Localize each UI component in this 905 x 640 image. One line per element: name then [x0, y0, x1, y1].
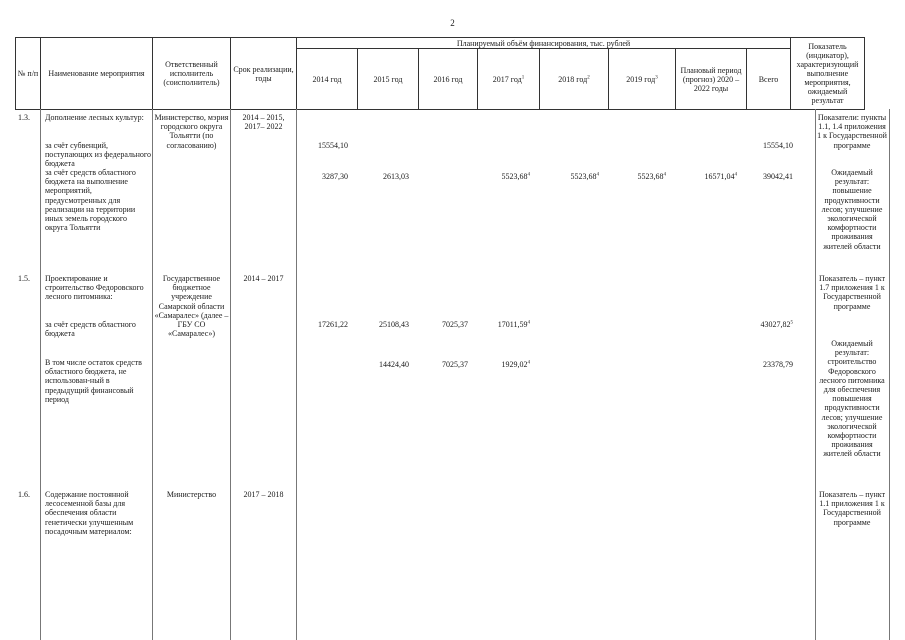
- row-indicator: Показатель – пункт 1.1 приложения 1 к Государственной программе: [818, 490, 886, 527]
- amount-value: 5523,68$^4$: [637, 172, 666, 181]
- row-number: 1.3.: [18, 113, 30, 122]
- header-indicator: Показатель (индикатор), характеризующий выполнение мероприятия, ожидаемый результат: [791, 38, 865, 110]
- column-divider: [230, 109, 231, 640]
- row-executor: Государственное бюджетное учреждение Самарской области «Самаралес» (далее – ГБУ СО «Самаралес»): [154, 274, 229, 339]
- table-header: [15, 37, 865, 110]
- header-num: № п/п: [16, 38, 41, 110]
- row-indicator: Показатели: пункты 1.1, 1.4 приложения 1 к Государственной программе: [817, 113, 887, 150]
- column-divider: [152, 109, 153, 640]
- header-year: 2016 год: [419, 49, 478, 110]
- header-executor: Ответственный исполнитель (соисполнитель): [153, 38, 231, 110]
- footnote-mark: 4: [596, 172, 599, 178]
- amount-value: 14424,40: [379, 360, 409, 369]
- amount-value: 1929,02$^4$: [501, 360, 530, 369]
- row-result: Ожидаемый результат: повышение продуктивности лесов; улучшение экологической комфортности проживания жителей области: [821, 168, 883, 251]
- header-year: 2018 год$^2$: [540, 49, 609, 110]
- column-divider: [889, 109, 890, 640]
- amount-value: 15554,10: [318, 141, 348, 150]
- header-year: 2014 год: [297, 49, 358, 110]
- header-term: Срок реализации, годы: [231, 38, 297, 110]
- row-term: 2017 – 2018: [243, 490, 284, 499]
- header-name: Наименование мероприятия: [41, 38, 153, 110]
- amount-value: 7025,37: [442, 360, 468, 369]
- row-name: Проектирование и строительство Федоровского лесного питомника:: [45, 274, 144, 302]
- row-result: Ожидаемый результат: строительство Федоровского лесного питомника для обеспечения повышения продуктивности лесов; улучшение экологической комфортности проживания жителей области: [819, 339, 885, 459]
- footnote-mark: 4: [527, 172, 530, 178]
- footnote-mark: 5: [790, 320, 793, 326]
- row-name: Дополнение лесных культур:: [45, 113, 144, 122]
- row-term: 2014 – 2015, 2017– 2022: [242, 113, 285, 132]
- amount-value: 7025,37: [442, 320, 468, 329]
- subrow-label: В том числе остаток средств областного бюджета, не использован-ный в предыдущий финансовый период: [45, 358, 142, 404]
- amount-value: 5523,68$^4$: [501, 172, 530, 181]
- row-number: 1.6.: [18, 490, 30, 499]
- footnote-mark: 4: [663, 172, 666, 178]
- amount-value: 15554,10: [763, 141, 793, 150]
- amount-value: 3287,30: [322, 172, 348, 181]
- amount-value: 39042,41: [763, 172, 793, 181]
- row-executor: Министерство, мэрия городского округа Тольятти (по согласованию): [154, 113, 229, 150]
- row-executor: Министерство: [166, 490, 217, 499]
- footnote-mark: 4: [527, 360, 530, 366]
- amount-value: 17261,22: [318, 320, 348, 329]
- column-divider: [40, 109, 41, 640]
- header-year: 2015 год: [358, 49, 419, 110]
- column-divider: [296, 109, 297, 640]
- page-number: 2: [450, 18, 455, 28]
- subrow-label: за счёт субвенций, поступающих из федерального бюджета: [45, 141, 151, 169]
- amount-value: 23378,79: [763, 360, 793, 369]
- column-divider: [815, 109, 816, 640]
- row-name: Содержание постоянной лесосеменной базы для обеспечения области генетически улучшенным посадочным материалом:: [45, 490, 134, 536]
- subrow-label: за счёт средств областного бюджета: [45, 320, 136, 339]
- footnote-mark: 4: [734, 172, 737, 178]
- amount-value: 25108,43: [379, 320, 409, 329]
- row-term: 2014 – 2017: [243, 274, 284, 283]
- amount-value: 5523,68$^4$: [570, 172, 599, 181]
- header-year: 2019 год$^3$: [609, 49, 676, 110]
- amount-value: 17011,59$^4$: [497, 320, 530, 329]
- amount-value: 43027,82$^5$: [760, 320, 793, 329]
- footnote-mark: 4: [527, 320, 530, 326]
- amount-value: 2613,03: [383, 172, 409, 181]
- header-year: 2017 год$^1$: [478, 49, 540, 110]
- header-finance-title: Планируемый объём финансирования, тыс. рублей: [297, 38, 791, 49]
- subrow-label: за счёт средств областного бюджета на выполнение мероприятий, предусмотренных для реализации на территории иных земель городского округа Тольятти: [45, 168, 136, 233]
- row-indicator: Показатель – пункт 1.7 приложения 1 к Государственной программе: [818, 274, 886, 311]
- row-number: 1.5.: [18, 274, 30, 283]
- amount-value: 16571,04$^4$: [704, 172, 737, 181]
- header-total: Всего: [747, 49, 791, 110]
- header-plan: Плановый период (прогноз) 2020 – 2022 годы: [676, 49, 747, 110]
